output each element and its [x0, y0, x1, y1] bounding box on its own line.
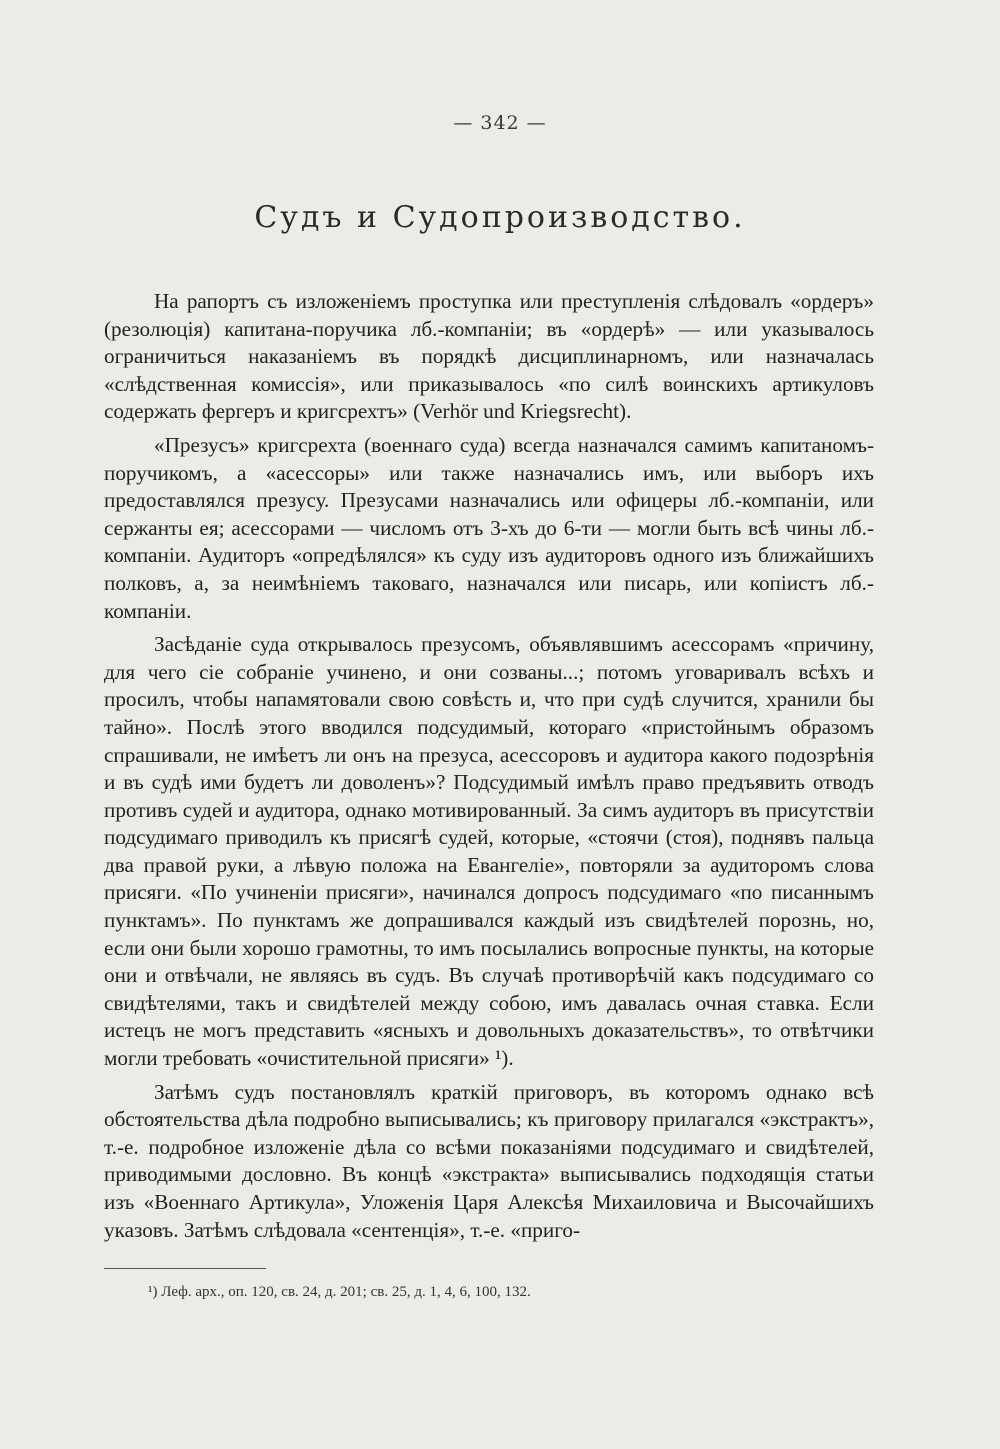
paragraph-4: Затѣмъ судъ постановлялъ краткій приговоръ, въ которомъ однако всѣ обстоятельства дѣла подробно выписывались; къ приговору прилагался «экстрактъ», т.-е. подробное изложеніе дѣла со всѣми показаніями подсудимаго и свидѣтелей, приводимыми дословно. Въ концѣ «экстракта» выписывались подходящія статьи изъ «Военнаго Артикула», Уложенія Царя Алексѣя Михаиловича и Высочайшихъ указовъ. Затѣмъ слѣдовала «сентенція», т.-е. «приго- [104, 1079, 874, 1242]
footnote: ¹) Леф. арх., оп. 120, св. 24, д. 201; св. 25, д. 1, 4, 6, 100, 132. [148, 1284, 531, 1300]
paragraph-3: Засѣданіе суда открывалось презусомъ, объявлявшимъ асессорамъ «причину, для чего сіе собраніе учинено, и они созваны...; потомъ уговаривалъ всѣхъ и просилъ, чтобы напамятовали свою совѣсть и, что при судѣ случится, хранили бы тайно». Послѣ этого вводился подсудимый, котораго «пристойнымъ образомъ спрашивали, не имѣетъ ли онъ на презуса, асессоровъ и аудитора какого подозрѣнія и въ судѣ ими будетъ ли доволенъ»? Подсудимый имѣлъ право предъявить отводъ противъ судей и аудитора, однако мотивированный. За симъ аудиторъ въ присутствіи подсудимаго приводилъ къ присягѣ судей, которые, «стоячи (стоя), поднявъ пальца два правой руки, а лѣвую положа на Евангеліе», повторяли за аудиторомъ слова присяги. «По учиненіи присяги», начинался допросъ подсудимаго «по писаннымъ пунктамъ». По пунктамъ же допрашивался каждый изъ свидѣтелей порознь, но, если они были хорошо грамотны, то имъ посылались вопросные пункты, на которые они и отвѣчали, не являясь въ судъ. Въ случаѣ противорѣчій какъ подсудимаго со свидѣтелями, такъ и свидѣтелей между собою, имъ давалась очная ставка. Если истецъ не могъ представить «ясныхъ и довольныхъ доказательствъ», то отвѣтчики могли требовать «очистительной присяги» ¹). [104, 632, 874, 1071]
paragraph-2: «Презусъ» кригсрехта (военнаго суда) всегда назначался самимъ капитаномъ-поручикомъ, а «асессоры» или также назначались имъ, или выборъ ихъ предоставлялся презусу. Презусами назначались или офицеры лб.-компаніи, или сержанты ея; асессорами — числомъ отъ 3-хъ до 6-ти — могли быть всѣ чины лб.-компаніи. Аудиторъ «опредѣлялся» къ суду изъ аудиторовъ одного изъ ближайшихъ полковъ, а, за неимѣніемъ таковаго, назначался или писарь, или копіистъ лб.-компаніи. [104, 432, 874, 623]
page-number: — 342 — [453, 112, 547, 134]
paragraph-1: На рапортъ съ изложеніемъ проступка или преступленія слѣдовалъ «ордеръ» (резолюція) капитана-поручика лб.-компаніи; въ «ордерѣ» — или указывалось ограничиться наказаніемъ въ порядкѣ дисциплинарномъ, или назначалась «слѣдственная комиссія», или приказывалось «по силѣ воинскихъ артикуловъ содержать фергеръ и кригсрехтъ» (Verhör und Kriegsrecht). [104, 289, 874, 424]
chapter-title: Судъ и Судопроизводство. [254, 200, 746, 235]
body-text [104, 288, 874, 1244]
footnote-divider [104, 1268, 266, 1269]
